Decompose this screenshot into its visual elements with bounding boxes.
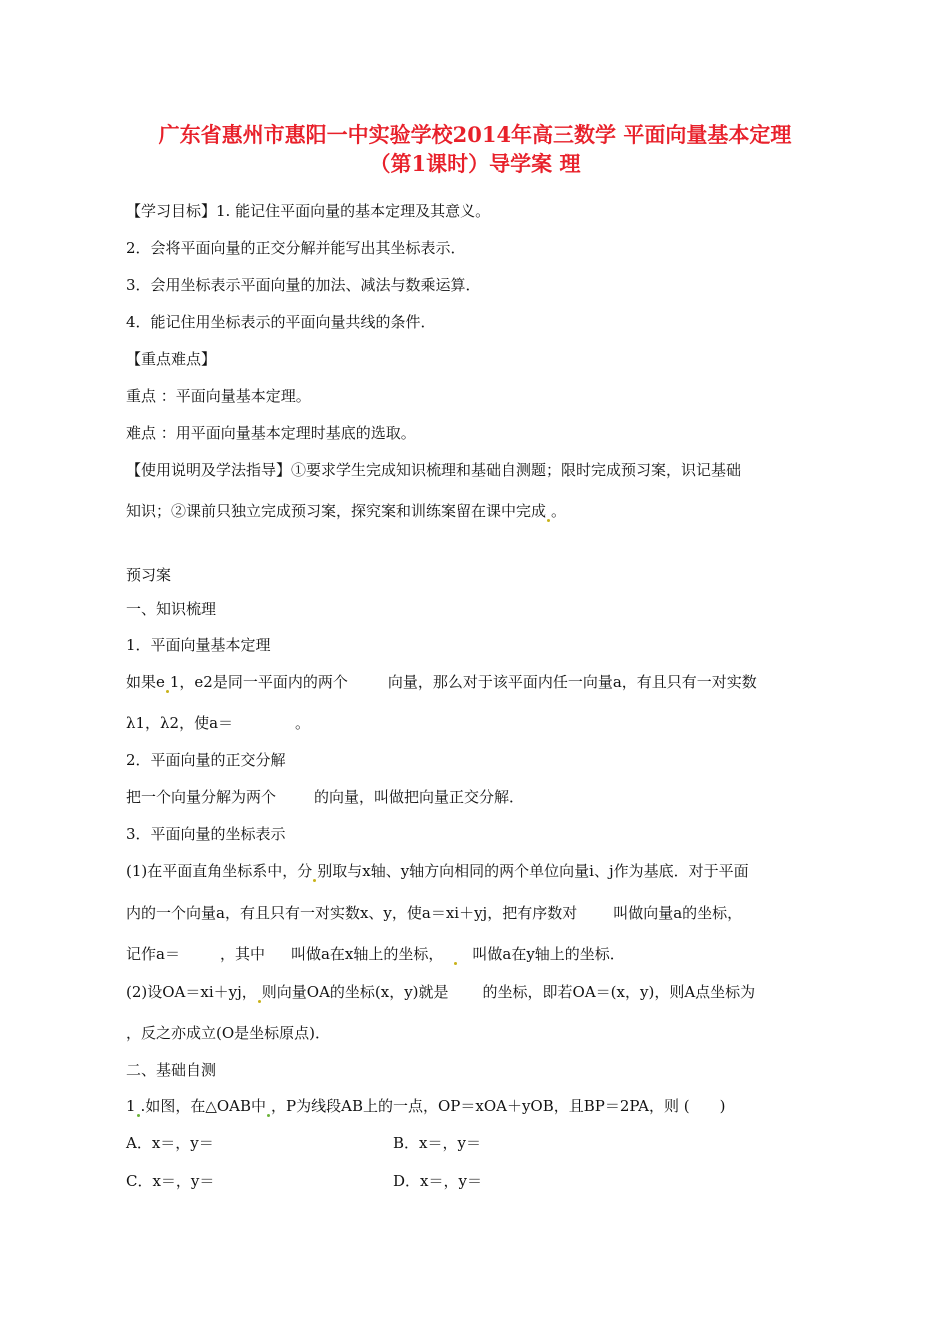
item1-title: 1．平面向量基本定理 bbox=[126, 636, 271, 654]
difficult-point: 难点 ：用平面向量基本定理时基底的选取。 bbox=[126, 424, 416, 442]
item3-text-4a: (2)设OA＝xi＋yj， bbox=[126, 983, 257, 1001]
section-self-test: 二、基础自测 bbox=[126, 1061, 217, 1079]
option-a: A．x＝，y＝ bbox=[126, 1134, 214, 1152]
text-mark-icon bbox=[166, 690, 169, 693]
item1-text-a: 如果e bbox=[126, 673, 165, 691]
item3-text-2a: 内的一个向量a，有且只有一对实数x、y，使a＝xi＋yj，把有序数对 bbox=[126, 904, 578, 922]
text-mark-icon bbox=[313, 879, 316, 882]
text-mark-icon bbox=[547, 519, 550, 522]
text-mark-icon bbox=[267, 1114, 270, 1117]
section-knowledge: 一、知识梳理 bbox=[126, 600, 217, 618]
question-1-text-a: .如图，在△OAB中 bbox=[140, 1097, 267, 1115]
key-points-label: 【重点难点】 bbox=[126, 350, 217, 368]
item3-line5: ，反之亦成立(O是坐标原点)． bbox=[126, 1024, 331, 1042]
text-mark-icon bbox=[454, 962, 457, 965]
objectives-line1 bbox=[126, 200, 490, 222]
key-point: 重点 ：平面向量基本定理。 bbox=[126, 387, 311, 405]
item2-title: 2．平面向量的正交分解 bbox=[126, 751, 286, 769]
objective-3: 3．会用坐标表示平面向量的加法、减法与数乘运算． bbox=[126, 276, 481, 294]
item3-line1 bbox=[126, 860, 749, 882]
instructions-text2: 知识；②课前只独立完成预习案，探究案和训练案留在课中完成 bbox=[126, 502, 547, 520]
instructions-text2-end: 。 bbox=[551, 502, 567, 520]
question-1-number: 1 bbox=[126, 1097, 136, 1115]
item1-text-e: 。 bbox=[295, 714, 311, 732]
item3-line4 bbox=[126, 981, 755, 1003]
question-1 bbox=[126, 1095, 725, 1117]
document-title-line1: 广东省惠州市惠阳一中实验学校2014年高三数学 平面向量基本定理 bbox=[158, 122, 792, 147]
item3-text-3d: 叫做a在y轴上的坐标． bbox=[472, 945, 625, 963]
preview-heading: 预习案 bbox=[126, 566, 172, 584]
item3-text-3a: 记作a＝ bbox=[126, 945, 180, 963]
item3-text-4c: 的坐标，即若OA＝(x，y)，则A点坐标为 bbox=[482, 983, 756, 1001]
item3-text-3b: ，其中 bbox=[219, 945, 265, 963]
item1-line1 bbox=[126, 671, 757, 693]
option-c: C．x＝，y＝ bbox=[126, 1172, 215, 1190]
text-mark-icon bbox=[258, 1000, 261, 1003]
item1-text-d: λ1，λ2，使a＝ bbox=[126, 714, 234, 732]
item1-text-c: 向量，那么对于该平面内任一向量a，有且只有一对实数 bbox=[387, 673, 757, 691]
question-1-text-b: ，P为线段AB上的一点，OP＝xOA＋yOB，且BP＝2PA，则 ( ) bbox=[271, 1097, 726, 1115]
option-b: B．x＝，y＝ bbox=[393, 1134, 481, 1152]
instructions-label: 【使用说明及学法指导】 bbox=[126, 461, 292, 479]
item3-line3 bbox=[126, 943, 625, 965]
item3-text-2b: 叫做向量a的坐标， bbox=[613, 904, 743, 922]
item3-title: 3．平面向量的坐标表示 bbox=[126, 825, 286, 843]
instructions-line2 bbox=[126, 500, 566, 522]
item3-text-1b: 别取与x轴、y轴方向相同的两个单位向量i、j作为基底．对于平面 bbox=[317, 862, 749, 880]
objectives-label: 【学习目标】 bbox=[126, 202, 217, 220]
instructions-line1 bbox=[126, 459, 741, 481]
item3-text-1a: (1)在平面直角坐标系中，分 bbox=[126, 862, 313, 880]
document-title-line2: （第1课时）导学案 理 bbox=[369, 151, 581, 176]
item1-line2 bbox=[126, 712, 310, 734]
objective-4: 4．能记住用坐标表示的平面向量共线的条件． bbox=[126, 313, 436, 331]
text-mark-icon bbox=[137, 1114, 140, 1117]
item3-line2 bbox=[126, 902, 742, 924]
objective-2: 2．会将平面向量的正交分解并能写出其坐标表示． bbox=[126, 239, 466, 257]
item1-text-b: 1，e2是同一平面内的两个 bbox=[169, 673, 348, 691]
option-d: D．x＝，y＝ bbox=[393, 1172, 482, 1190]
item2-line bbox=[126, 786, 524, 808]
item3-text-3c: 叫做a在x轴上的坐标， bbox=[290, 945, 444, 963]
item3-text-4b: 则向量OA的坐标(x，y)就是 bbox=[261, 983, 449, 1001]
item2-text-b: 的向量，叫做把向量正交分解． bbox=[314, 788, 525, 806]
item2-text-a: 把一个向量分解为两个 bbox=[126, 788, 277, 806]
instructions-text1: ①要求学生完成知识梳理和基础自测题；限时完成预习案，识记基础 bbox=[291, 461, 742, 479]
objective-1: 1. 能记住平面向量的基本定理及其意义。 bbox=[216, 202, 491, 220]
